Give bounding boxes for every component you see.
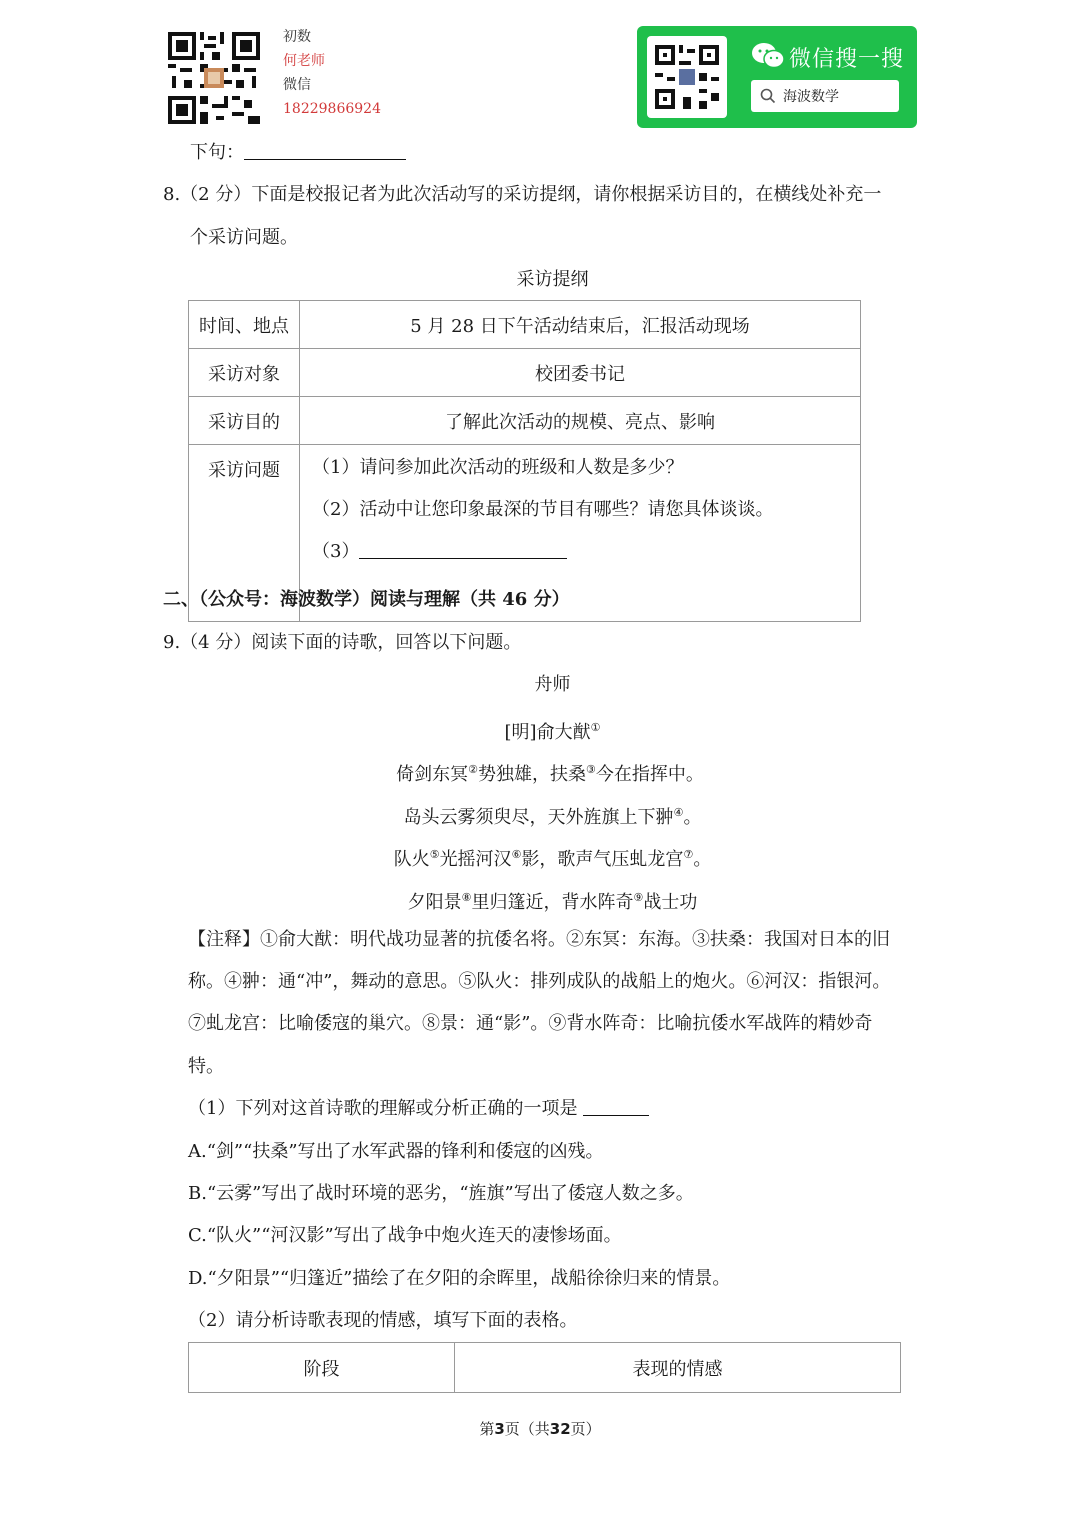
poem-line-3: [0, 843, 1080, 872]
q9-sub1: [188, 1097, 649, 1121]
q9-sub2: （2）请分析诗歌表现的情感，填写下面的表格。: [188, 1310, 578, 1331]
wechat-banner-title: 微信搜一搜: [789, 47, 905, 72]
contact-grade: 初数: [283, 29, 311, 45]
q9-stem: 9.（4 分）阅读下面的诗歌，回答以下问题。: [163, 632, 522, 653]
poem-title: 舟师: [534, 674, 571, 695]
note-marker: ③: [586, 763, 596, 776]
question-3-answer-blank[interactable]: [359, 540, 567, 559]
q9-sub1-text: （1）下列对这首诗歌的理解或分析正确的一项是: [188, 1098, 578, 1119]
footer-text: 页（共: [504, 1420, 550, 1438]
poem-line-4: [0, 886, 1080, 915]
poem-text: 夕阳景: [407, 892, 462, 913]
q7-next-line-label: 下句：: [190, 142, 244, 163]
row-value: 了解此次活动的规模、亮点、影响: [300, 397, 861, 445]
note-marker: ②: [468, 763, 478, 776]
q9-sub1-answer-blank[interactable]: [583, 1097, 649, 1116]
poem-line-1: [0, 758, 1080, 787]
contact-info: [283, 25, 381, 121]
contact-qr-code: [168, 32, 260, 124]
note-marker: ⑥: [511, 848, 522, 861]
note-marker: ①: [590, 721, 601, 734]
poem-text: 。: [683, 807, 702, 828]
note-marker: ⑧: [461, 891, 472, 904]
poem-notes-line-1: 【注释】①俞大猷：明代战功显著的抗倭名将。②东冥：东海。③扶桑：我国对日本的旧: [188, 929, 890, 950]
q8-stem-line1: 8.（2 分）下面是校报记者为此次活动写的采访提纲，请你根据采访目的，在横线处补充一: [163, 184, 882, 205]
poem-line-2: [0, 801, 1080, 830]
page-number: 3: [494, 1420, 505, 1438]
row-label: 采访目的: [189, 397, 300, 445]
question-3: [312, 531, 860, 573]
table-row: [189, 349, 861, 397]
poem-text: 。: [693, 849, 712, 870]
option-d: D.“夕阳景”“归篷近”描绘了在夕阳的余晖里，战船徐徐归来的情景。: [188, 1268, 731, 1289]
wechat-logo-icon: [751, 42, 785, 70]
footer-text: 页）: [570, 1420, 601, 1438]
wechat-search-text: 海波数学: [783, 89, 839, 105]
poem-text: 光摇河汉: [439, 849, 512, 870]
footer-text: 第: [479, 1420, 495, 1438]
row-label: 采访对象: [189, 349, 300, 397]
row-label: 采访问题: [189, 445, 300, 622]
q8-stem-line2: 个采访问题。: [190, 227, 298, 248]
emotion-table: [188, 1342, 901, 1393]
table-header-row: [189, 1343, 901, 1393]
option-c: C.“队火”“河汉影”写出了战争中炮火连天的凄惨场面。: [188, 1225, 622, 1246]
wechat-search-box[interactable]: [751, 80, 899, 112]
poem-author: [0, 716, 1080, 745]
section-2-title: 二、（公众号：海波数学）阅读与理解（共 46 分）: [163, 589, 570, 610]
option-b: B.“云雾”写出了战时环境的恶劣，“旌旗”写出了倭寇人数之多。: [188, 1183, 694, 1204]
table-row: [189, 397, 861, 445]
total-pages: 32: [549, 1420, 571, 1438]
q8-table-title: 采访提纲: [516, 269, 589, 290]
column-header: 表现的情感: [455, 1343, 901, 1393]
poem-text: 影，歌声气压虬龙宫: [521, 849, 684, 870]
poem-text: 队火: [393, 849, 430, 870]
page-footer: [0, 1418, 1080, 1439]
note-marker: ⑨: [633, 891, 644, 904]
question-3-label: （3）: [312, 541, 360, 562]
poem-text: 今在指挥中。: [595, 764, 704, 785]
poem-text: 里归篷近，背水阵奇: [471, 892, 634, 913]
row-label: 时间、地点: [189, 301, 300, 349]
wechat-search-banner: [637, 26, 917, 128]
question-1: （1）请问参加此次活动的班级和人数是多少？: [312, 457, 684, 478]
interview-outline-table: [188, 300, 861, 622]
poem-text: 战士功: [643, 892, 698, 913]
contact-phone: 18229866924: [283, 101, 381, 117]
poem-text: 倚剑东冥: [396, 764, 469, 785]
option-a: A.“剑”“扶桑”写出了水军武器的锋利和倭寇的凶残。: [188, 1141, 604, 1162]
poem-text: 势独雄，扶桑: [478, 764, 586, 785]
search-icon: [760, 88, 776, 104]
wechat-qr-code: [647, 36, 727, 118]
poem-notes-line-3: ⑦虬龙宫：比喻倭寇的巢穴。⑧景：通“影”。⑨背水阵奇：比喻抗倭水军战阵的精妙奇: [188, 1013, 873, 1034]
row-value: 校团委书记: [300, 349, 861, 397]
q7-answer-blank[interactable]: [244, 141, 406, 160]
table-row: [189, 301, 861, 349]
column-header: 阶段: [189, 1343, 455, 1393]
note-marker: ⑦: [683, 848, 694, 861]
row-value: 5 月 28 日下午活动结束后，汇报活动现场: [300, 301, 861, 349]
q7-next-line-prompt: [190, 141, 406, 165]
contact-wechat-label: 微信: [283, 77, 311, 93]
poem-author-name: [明]俞大猷: [504, 722, 591, 743]
contact-teacher: 何老师: [283, 53, 325, 69]
poem-text: 岛头云雾须臾尽，天外旌旗上下翀: [403, 807, 674, 828]
poem-notes-line-4: 特。: [188, 1056, 224, 1077]
note-marker: ⑤: [429, 848, 440, 861]
poem-notes-line-2: 称。④翀：通“冲”，舞动的意思。⑤队火：排列成队的战船上的炮火。⑥河汉：指银河。: [188, 971, 891, 992]
question-2: （2）活动中让您印象最深的节目有哪些？请您具体谈谈。: [312, 499, 774, 520]
note-marker: ④: [673, 806, 684, 819]
